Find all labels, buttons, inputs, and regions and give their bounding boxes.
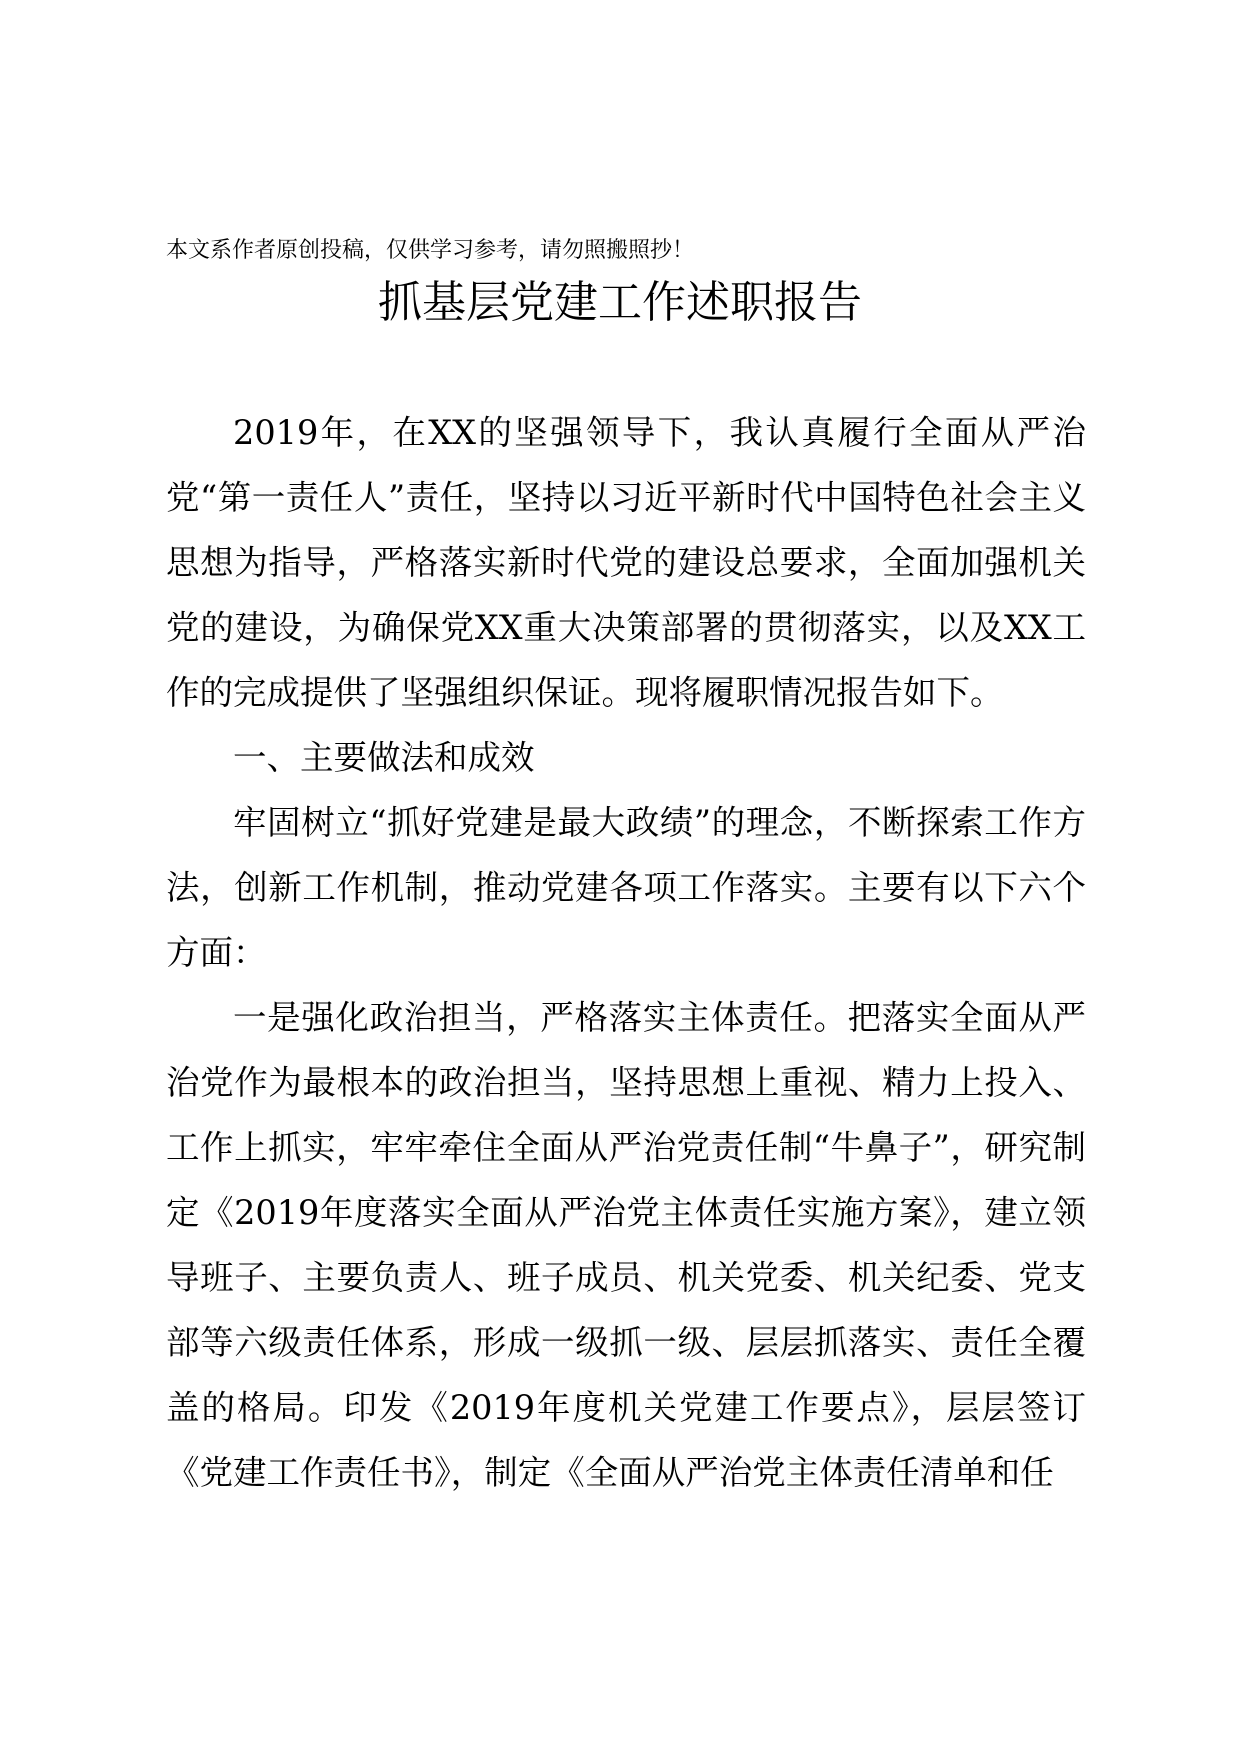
document-body bbox=[166, 400, 1086, 1505]
page-title: 抓基层党建工作述职报告 bbox=[378, 277, 862, 328]
paragraph-intro: 2019年，在XX的坚强领导下，我认真履行全面从严治党“第一责任人”责任，坚持以习近平新时代中国特色社会主义思想为指导，严格落实新时代党的建设总要求，全面加强机关党的建设，为确保党XX重大决策部署的贯彻落实，以及XX工作的完成提供了坚强组织保证。现将履职情况报告如下。 bbox=[166, 413, 1086, 712]
section-heading: 一、主要做法和成效 bbox=[233, 738, 535, 777]
paragraph-overview: 牢固树立“抓好党建是最大政绩”的理念，不断探索工作方法，创新工作机制，推动党建各项工作落实。主要有以下六个方面： bbox=[166, 803, 1086, 972]
copyright-notice: 本文系作者原创投稿，仅供学习参考，请勿照搬照抄！ bbox=[166, 238, 695, 263]
paragraph-point-one: 一是强化政治担当，严格落实主体责任。把落实全面从严治党作为最根本的政治担当，坚持思想上重视、精力上投入、工作上抓实，牢牢牵住全面从严治党责任制“牛鼻子”，研究制定《2019年度落实全面从严治党主体责任实施方案》，建立领导班子、主要负责人、班子成员、机关党委、机关纪委、党支部等六级责任体系，形成一级抓一级、层层抓落实、责任全覆盖的格局。印发《2019年度机关党建工作要点》，层层签订《党建工作责任书》，制定《全面从严治党主体责任清单和任 bbox=[166, 998, 1086, 1492]
